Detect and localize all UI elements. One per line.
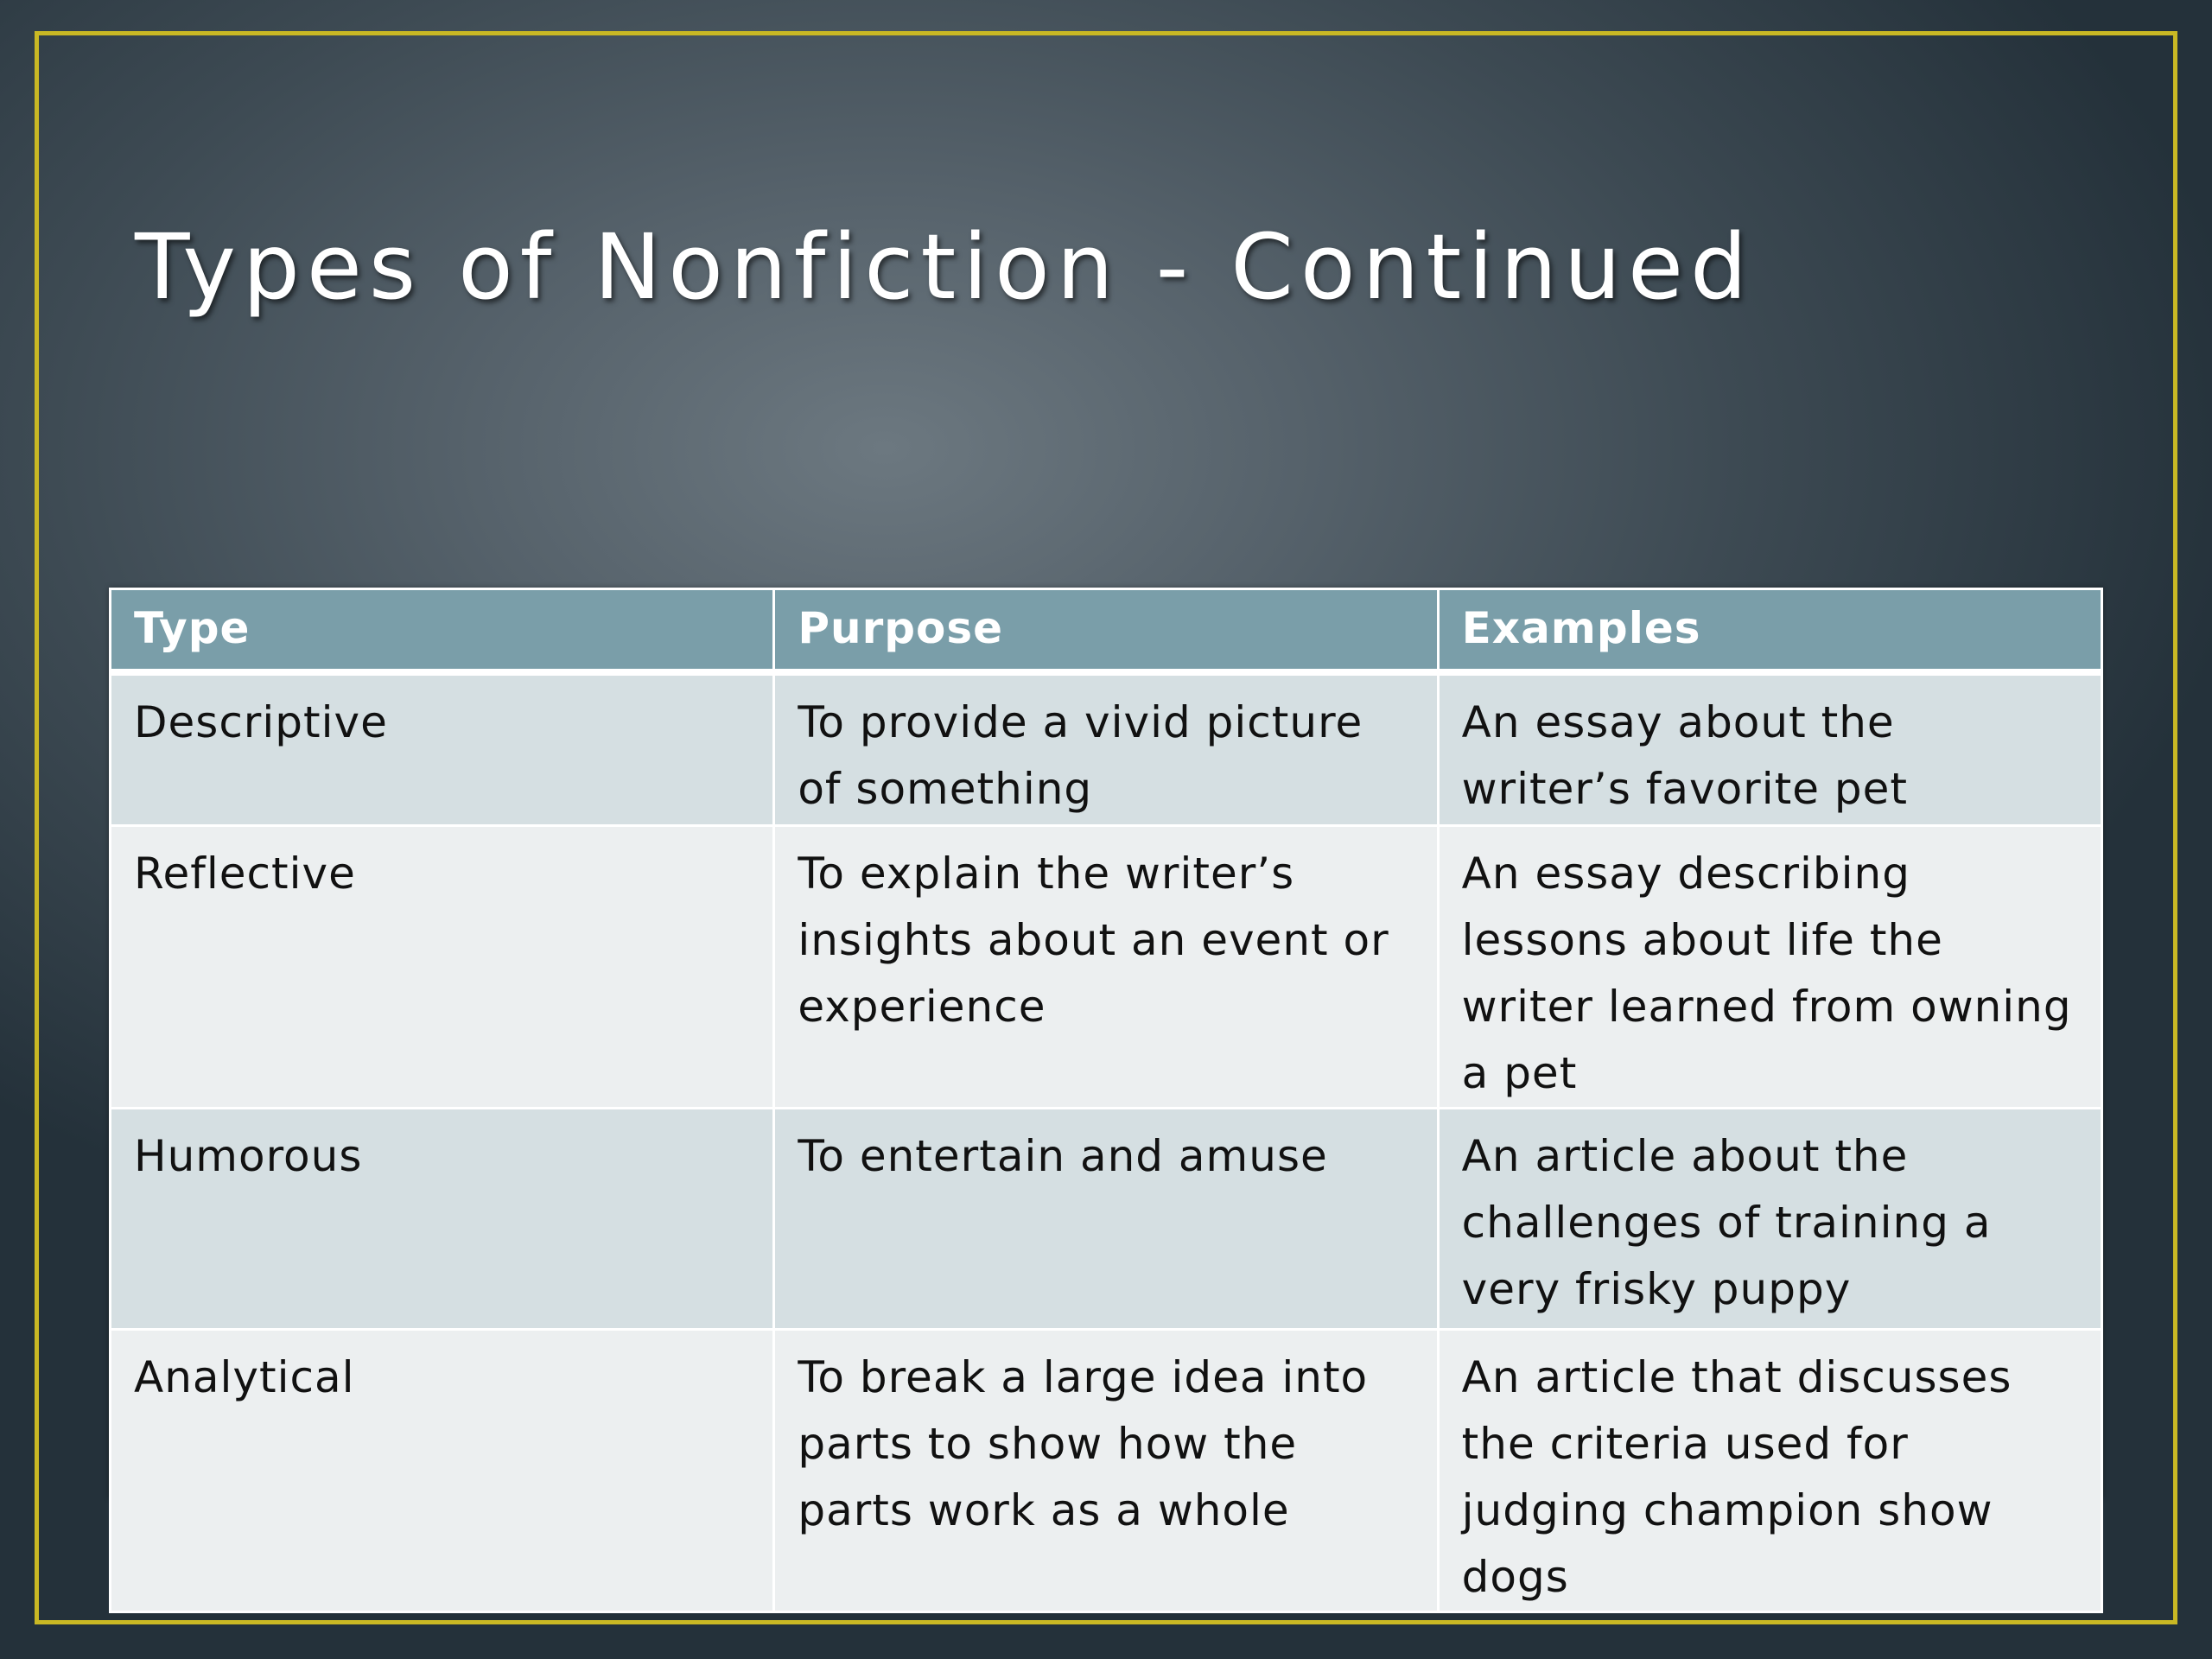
cell-type: Descriptive xyxy=(111,672,774,826)
cell-purpose: To entertain and amuse xyxy=(774,1109,1438,1330)
table-header-row xyxy=(111,589,2102,672)
table-row xyxy=(111,1330,2102,1612)
table-row xyxy=(111,1109,2102,1330)
table xyxy=(109,588,2103,1613)
slide-title: Types of Nonfiction - Continued xyxy=(135,214,1754,320)
cell-type: Reflective xyxy=(111,826,774,1109)
cell-purpose: To provide a vivid picture of something xyxy=(774,672,1438,826)
cell-type: Humorous xyxy=(111,1109,774,1330)
cell-examples: An essay describing lessons about life the writer learned from owning a pet xyxy=(1438,826,2101,1109)
table-row xyxy=(111,672,2102,826)
header-type: Type xyxy=(111,589,774,672)
cell-examples: An article about the challenges of training a very frisky puppy xyxy=(1438,1109,2101,1330)
cell-purpose: To explain the writer’s insights about an event or experience xyxy=(774,826,1438,1109)
cell-purpose: To break a large idea into parts to show how the parts work as a whole xyxy=(774,1330,1438,1612)
cell-examples: An essay about the writer’s favorite pet xyxy=(1438,672,2101,826)
table-row xyxy=(111,826,2102,1109)
header-examples: Examples xyxy=(1438,589,2101,672)
header-purpose: Purpose xyxy=(774,589,1438,672)
nonfiction-types-table xyxy=(109,588,2103,1602)
cell-type: Analytical xyxy=(111,1330,774,1612)
cell-examples: An article that discusses the criteria used for judging champion show dogs xyxy=(1438,1330,2101,1612)
